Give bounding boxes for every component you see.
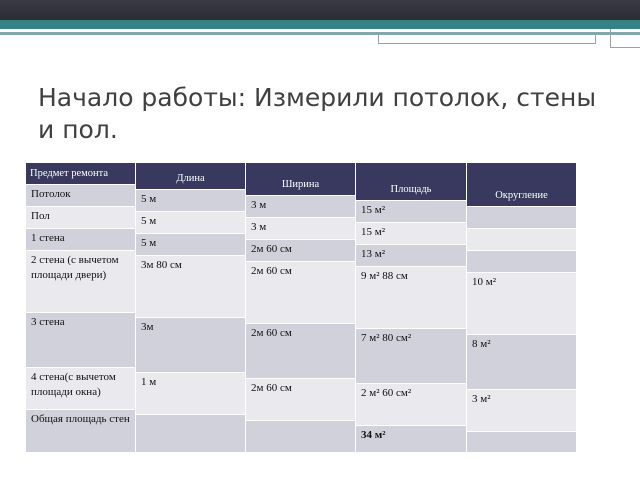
- table-cell-wall-3-length: 3м: [136, 318, 245, 372]
- header-area: Площадь: [356, 163, 466, 200]
- table-cell-wall-1-rounding: [467, 251, 576, 272]
- header-length: Длина: [136, 163, 245, 189]
- table-cell-ceiling-area: 15 м²: [356, 201, 466, 222]
- table-cell-floor-area: 15 м²: [356, 223, 466, 244]
- table-cell-floor-length: 5 м: [136, 212, 245, 233]
- table-cell-wall-1-width: 2м 60 см: [246, 240, 355, 261]
- table-cell-wall-2-rounding: 10 м²: [467, 273, 576, 334]
- table-cell-wall-2-subject: 2 стена (с вычетом площади двери): [26, 251, 135, 312]
- table-cell-floor-subject: Пол: [26, 207, 135, 228]
- table-cell-wall-2-width: 2м 60 см: [246, 262, 355, 323]
- table-cell-wall-1-area: 13 м²: [356, 245, 466, 266]
- table-cell-wall-4-width: 2м 60 см: [246, 379, 355, 420]
- table-cell-wall-4-area: 2 м² 60 см²: [356, 384, 466, 425]
- header-rounding: Округление: [467, 163, 576, 206]
- table-cell-wall-3-width: 2м 60 см: [246, 324, 355, 378]
- table-cell-wall-3-subject: 3 стена: [26, 313, 135, 367]
- table-cell-wall-3-rounding: 8 м²: [467, 335, 576, 389]
- table-cell-ceiling-length: 5 м: [136, 190, 245, 211]
- table-cell-ceiling-subject: Потолок: [26, 185, 135, 206]
- table-cell-ceiling-rounding: [467, 207, 576, 228]
- header-subject: Предмет ремонта: [26, 163, 135, 184]
- table-cell-wall-1-subject: 1 стена: [26, 229, 135, 250]
- table-cell-total-walls-rounding: [467, 432, 576, 452]
- slide-title: Начало работы: Измерили потолок, стены и пол.: [38, 83, 597, 144]
- table-cell-total-walls-area: 34 м²: [356, 426, 466, 452]
- table-cell-total-walls-width: [246, 421, 355, 452]
- table-cell-total-walls-length: [136, 415, 245, 452]
- table-cell-floor-width: 3 м: [246, 218, 355, 239]
- table-cell-wall-4-subject: 4 стена(с вычетом площади окна): [26, 368, 135, 409]
- table-cell-wall-2-length: 3м 80 см: [136, 256, 245, 317]
- table-cell-ceiling-width: 3 м: [246, 196, 355, 217]
- table-cell-wall-1-length: 5 м: [136, 234, 245, 255]
- table-cell-wall-4-rounding: 3 м²: [467, 390, 576, 431]
- table-cell-floor-rounding: [467, 229, 576, 250]
- table-cell-wall-4-length: 1 м: [136, 373, 245, 414]
- table-cell-wall-3-area: 7 м² 80 см²: [356, 329, 466, 383]
- header-width: Ширина: [246, 163, 355, 195]
- table-cell-wall-2-area: 9 м² 88 см: [356, 267, 466, 328]
- table-cell-total-walls-subject: Общая площадь стен: [26, 410, 135, 452]
